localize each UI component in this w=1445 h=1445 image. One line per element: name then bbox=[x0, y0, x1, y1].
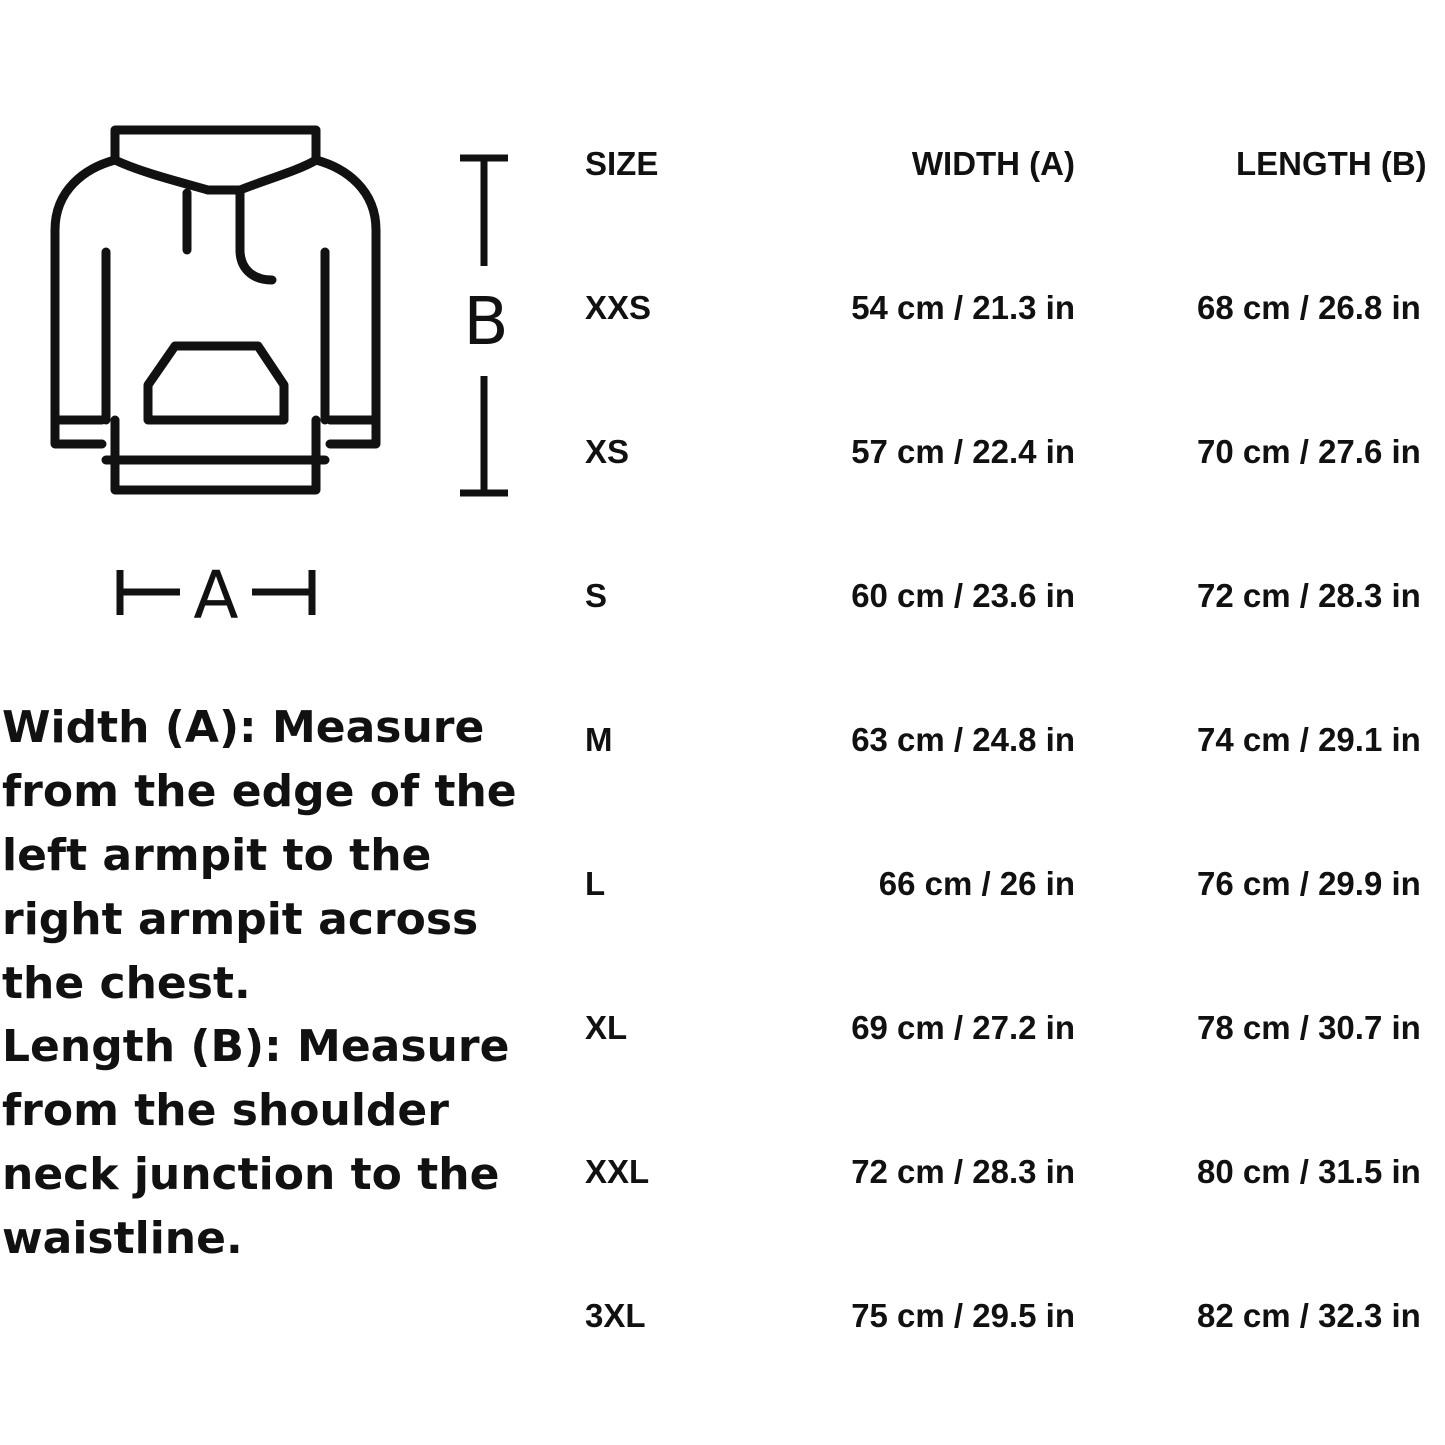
width-cell: 63 cm / 24.8 in bbox=[851, 721, 1075, 758]
width-cell: 69 cm / 27.2 in bbox=[851, 1009, 1075, 1046]
width-cell: 57 cm / 22.4 in bbox=[851, 433, 1075, 470]
length-cell: 68 cm / 26.8 in bbox=[1197, 289, 1421, 326]
size-cell: M bbox=[585, 721, 613, 758]
length-cell: 76 cm / 29.9 in bbox=[1197, 865, 1421, 902]
size-cell: XXS bbox=[585, 289, 652, 326]
header-width: WIDTH (A) bbox=[911, 145, 1075, 182]
length-cell: 78 cm / 30.7 in bbox=[1197, 1009, 1421, 1046]
width-cell: 72 cm / 28.3 in bbox=[851, 1153, 1075, 1190]
width-measure-note: Width (A): Measure from the edge of the left armpit to the right armpit across the chest. bbox=[2, 702, 517, 1009]
width-cell: 75 cm / 29.5 in bbox=[851, 1297, 1075, 1334]
length-measure-note: Length (B): Measure from the shoulder neck junction to the waistline. bbox=[2, 1021, 510, 1264]
size-cell: S bbox=[585, 577, 608, 614]
width-cell: 66 cm / 26 in bbox=[878, 865, 1075, 902]
hoodie-icon bbox=[55, 130, 376, 490]
width-cell: 54 cm / 21.3 in bbox=[851, 289, 1075, 326]
width-cell: 60 cm / 23.6 in bbox=[851, 577, 1075, 614]
length-cell: 80 cm / 31.5 in bbox=[1197, 1153, 1421, 1190]
size-cell: 3XL bbox=[585, 1297, 646, 1334]
size-cell: XS bbox=[585, 433, 630, 470]
header-length: LENGTH (B) bbox=[1236, 145, 1427, 182]
size-cell: XL bbox=[585, 1009, 628, 1046]
length-marker-label: B bbox=[463, 283, 509, 360]
length-cell: 72 cm / 28.3 in bbox=[1197, 577, 1421, 614]
size-cell: L bbox=[585, 865, 606, 902]
length-cell: 74 cm / 29.1 in bbox=[1197, 721, 1421, 758]
length-cell: 70 cm / 27.6 in bbox=[1197, 433, 1421, 470]
width-marker-label: A bbox=[193, 557, 239, 634]
header-size: SIZE bbox=[585, 145, 659, 182]
size-diagram bbox=[0, 0, 560, 660]
length-cell: 82 cm / 32.3 in bbox=[1197, 1297, 1421, 1334]
size-cell: XXL bbox=[585, 1153, 650, 1190]
